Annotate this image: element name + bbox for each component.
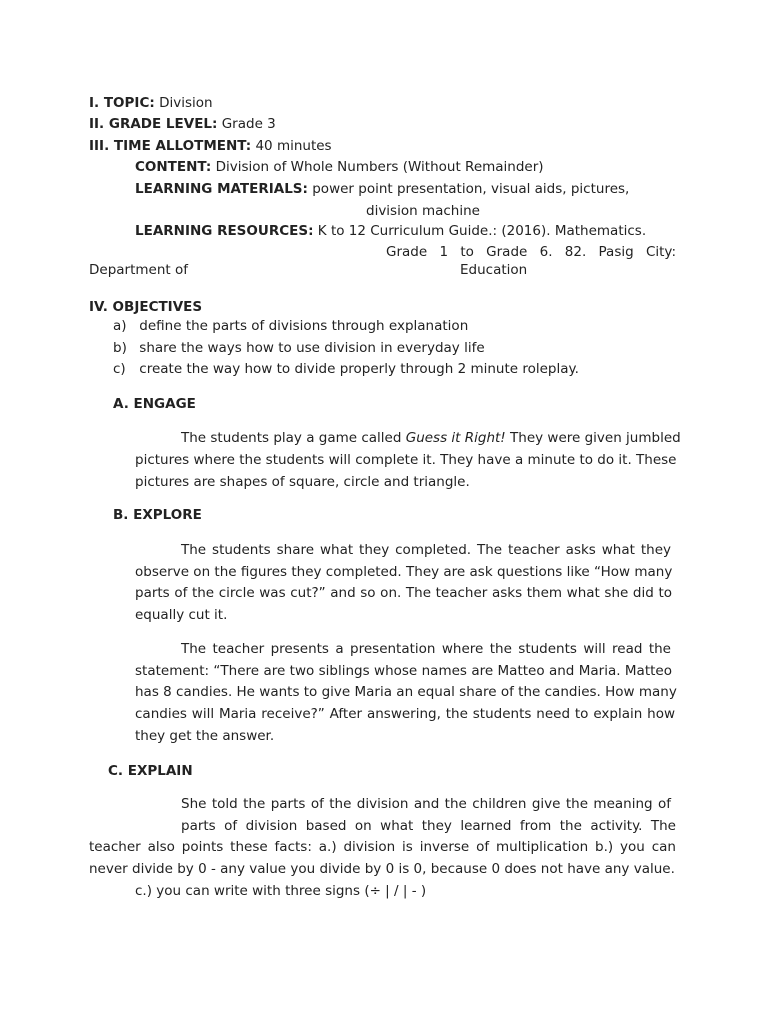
learning-resources-edu: Education <box>460 262 528 278</box>
explore-p2-line: statement: “There are two siblings whose names are Matteo and Maria. Matteo <box>135 663 672 679</box>
learning-materials-line <box>135 180 629 198</box>
explore-p1-line: observe on the figures they completed. They are ask questions like “How many <box>135 564 673 580</box>
learning-resources-line <box>135 222 646 240</box>
explain-line: teacher also points these facts: a.) division is inverse of multiplication b.) you can <box>89 839 676 855</box>
engage-game-name: Guess it Right! <box>405 430 506 446</box>
explore-heading: B. EXPLORE <box>113 507 202 523</box>
objective-item <box>113 360 579 378</box>
content-label: CONTENT: <box>135 159 212 175</box>
explore-p2-line: The teacher presents a presentation where the students will read the <box>181 641 671 657</box>
content-line <box>135 158 544 176</box>
explore-p1-line: parts of the circle was cut?” and so on. The teacher asks them what she did to <box>135 585 672 601</box>
grade-level-label: II. GRADE LEVEL: <box>89 116 218 132</box>
explain-heading: C. EXPLAIN <box>108 763 193 779</box>
explore-p2-line: candies will Maria receive?” After answering, the students need to explain how <box>135 706 675 722</box>
objectives-heading: IV. OBJECTIVES <box>89 299 203 315</box>
learning-resources-line2: Grade 1 to Grade 6. 82. Pasig City: <box>386 244 676 260</box>
grade-level-value: Grade 3 <box>221 116 276 132</box>
topic-value: Division <box>159 95 213 111</box>
objective-item <box>113 339 485 357</box>
engage-line3: pictures are shapes of square, circle and triangle. <box>135 474 470 490</box>
topic-line <box>89 94 213 112</box>
time-allotment-line <box>89 137 332 155</box>
objective-text: define the parts of divisions through explanation <box>139 318 469 334</box>
content-value: Division of Whole Numbers (Without Remainder) <box>215 159 544 175</box>
engage-line1-post: They were given jumbled <box>505 430 681 446</box>
learning-materials-value: power point presentation, visual aids, pictures, <box>312 181 630 197</box>
explore-p2-line: they get the answer. <box>135 728 275 744</box>
grade-level-line <box>89 115 276 133</box>
explain-line: never divide by 0 - any value you divide by 0 is 0, because 0 does not have any value. <box>89 861 675 877</box>
objective-item <box>113 317 468 335</box>
learning-materials-line2: division machine <box>366 203 480 219</box>
topic-label: I. TOPIC: <box>89 95 155 111</box>
explore-p1-line: The students share what they completed. The teacher asks what they <box>181 542 671 558</box>
explain-line: She told the parts of the division and the children give the meaning of <box>181 796 671 812</box>
engage-heading: A. ENGAGE <box>113 396 196 412</box>
time-allotment-value: 40 minutes <box>255 138 332 154</box>
time-allotment-label: III. TIME ALLOTMENT: <box>89 138 252 154</box>
objective-marker: b) <box>113 340 127 356</box>
learning-resources-label: LEARNING RESOURCES: <box>135 223 314 239</box>
objective-text: create the way how to divide properly through 2 minute roleplay. <box>139 361 579 377</box>
learning-resources-dept: Department of <box>89 262 188 278</box>
explore-p2-line: has 8 candies. He wants to give Maria an equal share of the candies. How many <box>135 684 677 700</box>
objective-marker: a) <box>113 318 127 334</box>
objective-text: share the ways how to use division in everyday life <box>139 340 485 356</box>
explain-line: c.) you can write with three signs (÷ | / | - ) <box>135 883 427 899</box>
learning-materials-label: LEARNING MATERIALS: <box>135 181 308 197</box>
engage-line1-pre: The students play a game called <box>181 430 406 446</box>
learning-resources-value: K to 12 Curriculum Guide.: (2016). Mathematics. <box>317 223 647 239</box>
objective-marker: c) <box>113 361 126 377</box>
engage-line2: pictures where the students will complete it. They have a minute to do it. These <box>135 452 677 468</box>
explain-line: parts of division based on what they learned from the activity. The <box>181 818 676 834</box>
explore-p1-line: equally cut it. <box>135 607 228 623</box>
engage-line1 <box>181 429 681 447</box>
